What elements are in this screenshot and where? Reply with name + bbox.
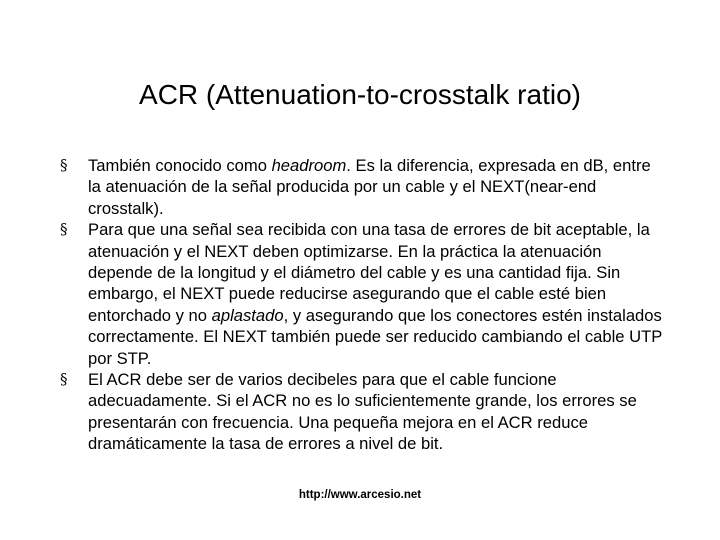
bullet-emphasis: aplastado	[211, 305, 284, 325]
bullet-text-part: . Es la diferencia, expresada en dB, entre la atenuación de la señal producida por un cable y el NEXT(near-end crosstalk).	[88, 156, 651, 218]
bullet-marker-icon: §	[60, 370, 68, 389]
bullet-item-1	[60, 155, 666, 219]
bullet-item-3	[60, 369, 666, 455]
bullet-text-part: Para que una señal sea recibida con una tasa de errores de bit aceptable, la atenuación y el NEXT deben optimizarse. En la práctica la atenuación depende de la longitud y el diámetro del cable y es una cantidad fija. Sin embargo, el NEXT puede reducirse asegurando que el cable esté bien entorchado y no	[88, 220, 650, 325]
bullet-emphasis: headroom	[271, 156, 347, 175]
bullet-list	[60, 155, 666, 455]
slide-title: ACR (Attenuation-to-crosstalk ratio)	[139, 79, 581, 110]
bullet-text-part: El ACR debe ser de varios decibeles para que el cable funcione adecuadamente. Si el ACR no es lo suficientemente grande, los errores se presentarán con frecuencia. Una pequeña mejora en el ACR reduce dramáticamente la tasa de errores a nivel de bit.	[88, 370, 637, 454]
bullet-marker-icon: §	[60, 156, 68, 174]
footer-url: http://www.arcesio.net	[298, 489, 422, 501]
bullet-marker-icon: §	[60, 220, 68, 239]
bullet-item-2	[60, 219, 666, 369]
bullet-text-part: , y asegurando que los conectores estén instalados correctamente. El NEXT también puede ser reducido cambiando el cable UTP por STP.	[88, 305, 663, 368]
bullet-text-part: También conocido como	[88, 156, 272, 175]
